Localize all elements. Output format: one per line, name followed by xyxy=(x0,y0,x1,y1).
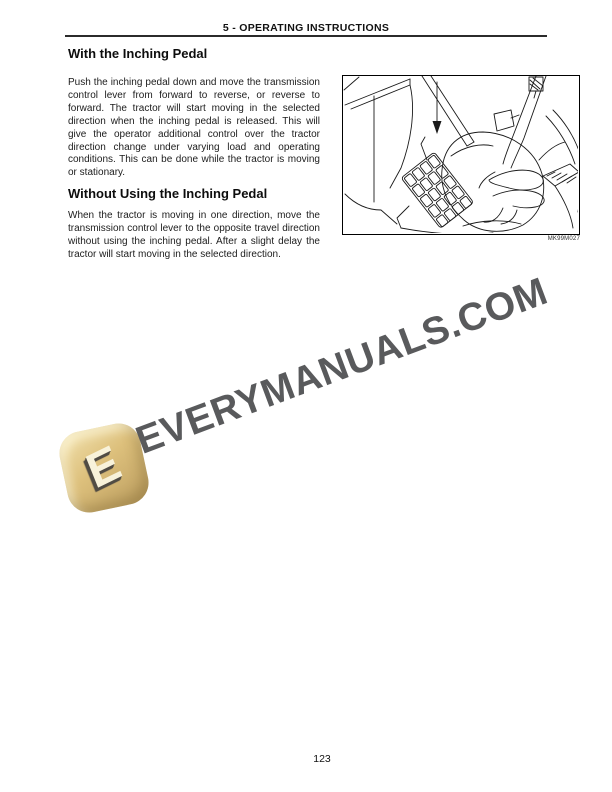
logo-letter: E xyxy=(79,435,129,500)
section-heading-without-inching-pedal: Without Using the Inching Pedal xyxy=(68,186,268,201)
watermark-text: EVERYMANUALS.COM xyxy=(130,269,554,463)
section-body-inching-pedal: Push the inching pedal down and move the transmission control lever from forward to reverse, or reverse to forward. The tractor will start moving in the selected direction when the inching pedal is released. This will give the operator additional control over the tractor direction change under varying load and operating conditions. This can be done while the tractor is moving or stationary. xyxy=(68,77,320,179)
figure-inching-pedal xyxy=(342,75,580,242)
boot-drawing xyxy=(442,132,565,231)
section-heading-inching-pedal: With the Inching Pedal xyxy=(68,46,208,61)
figure-frame xyxy=(342,75,580,235)
figure-caption: MK99M027 xyxy=(547,236,580,242)
header-rule xyxy=(65,35,547,37)
right-pedal-drawing xyxy=(401,164,578,233)
chapter-header: 5 - OPERATING INSTRUCTIONS xyxy=(222,22,390,34)
section-body-without-inching-pedal: When the tractor is moving in one direction, move the transmission control lever to the opposite travel direction without using the inching pedal. After a slight delay the tractor will start moving in the selected direction. xyxy=(68,210,320,260)
inching-pedal-drawing xyxy=(397,137,474,228)
corner-line xyxy=(344,77,359,90)
steering-column-drawing xyxy=(494,76,578,168)
pedal-line-drawing xyxy=(343,76,578,233)
page-number: 123 xyxy=(313,753,331,765)
pedal-tread-grid xyxy=(404,155,472,227)
boot-laces-drawing xyxy=(479,170,544,224)
